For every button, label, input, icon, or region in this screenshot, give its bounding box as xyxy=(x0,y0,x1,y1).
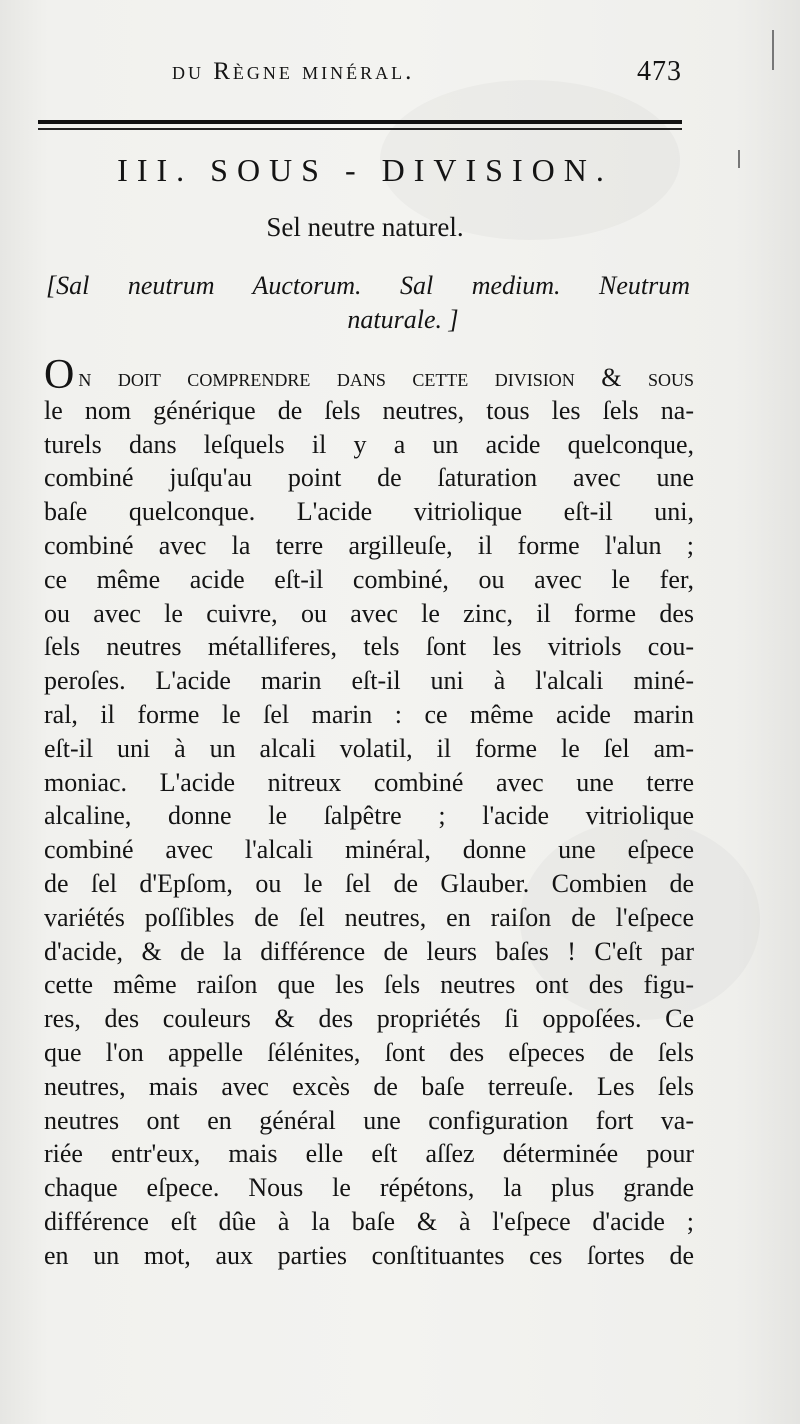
body-line: combiné juſqu'au point de ſaturation avec une xyxy=(44,463,694,493)
drop-cap: O xyxy=(44,352,75,398)
body-line: moniac. L'acide nitreux combiné avec une terre xyxy=(44,767,694,797)
page-edge-mark xyxy=(772,30,774,70)
body-line: neutres, mais avec excès de baſe terreuſe. Les ſels xyxy=(44,1071,694,1101)
body-line: alcaline, donne le ſalpêtre ; l'acide vitriolique xyxy=(44,801,694,831)
body-line: ou avec le cuivre, ou avec le zinc, il forme des xyxy=(44,598,694,628)
body-line: neutres ont en général une configuration fort va- xyxy=(44,1105,694,1135)
body-line: combiné avec la terre argilleuſe, il forme l'alun ; xyxy=(44,530,694,560)
body-line: le nom générique de ſels neutres, tous les ſels na- xyxy=(44,395,694,425)
body-line-first xyxy=(44,352,694,398)
body-line: cette même raiſon que les ſels neutres ont des figu- xyxy=(44,970,694,1000)
first-line-text: n doit comprendre dans cette diviſion & ſous xyxy=(78,363,694,392)
running-title: du Règne minéral. xyxy=(172,58,415,85)
body-line: res, des couleurs & des propriétés ſi oppoſées. Ce xyxy=(44,1004,694,1034)
section-heading: III. SOUS - DIVISION. xyxy=(117,152,613,188)
body-line: baſe quelconque. L'acide vitriolique eſt-il uni, xyxy=(44,497,694,527)
body-line: différence eſt dûe à la baſe & à l'eſpece d'acide ; xyxy=(44,1206,694,1236)
synonyms-line-2: naturale. ] xyxy=(347,304,459,334)
body-line: peroſes. L'acide marin eſt-il uni à l'alcali miné- xyxy=(44,666,694,696)
page-edge-mark xyxy=(738,150,740,168)
body-paragraph xyxy=(44,352,694,1273)
latin-synonyms xyxy=(46,268,690,337)
header-rule-thick xyxy=(38,120,682,124)
body-line: en un mot, aux parties conſtituantes ces ſortes de xyxy=(44,1240,694,1270)
body-line: ral, il forme le ſel marin : ce même acide marin xyxy=(44,699,694,729)
body-line: variétés poſſibles de ſel neutres, en raiſon de l'eſpece xyxy=(44,902,694,932)
page-number: 473 xyxy=(637,56,682,87)
body-line: turels dans leſquels il y a un acide quelconque, xyxy=(44,429,694,459)
body-line: riée entr'eux, mais elle eſt aſſez déterminée pour xyxy=(44,1139,694,1169)
body-line: ce même acide eſt-il combiné, ou avec le fer, xyxy=(44,564,694,594)
section-subtitle: Sel neutre naturel. xyxy=(266,212,464,242)
body-line: d'acide, & de la différence de leurs baſes ! C'eſt par xyxy=(44,936,694,966)
body-line: ſels neutres métalliferes, tels ſont les vitriols cou- xyxy=(44,632,694,662)
running-header xyxy=(40,56,690,96)
body-line: de ſel d'Epſom, ou le ſel de Glauber. Combien de xyxy=(44,868,694,898)
body-line: eſt-il uni à un alcali volatil, il forme le ſel am- xyxy=(44,733,694,763)
body-line: chaque eſpece. Nous le répétons, la plus grande xyxy=(44,1173,694,1203)
body-line: combiné avec l'alcali minéral, donne une eſpece xyxy=(44,835,694,865)
synonyms-line-1: [Sal neutrum Auctorum. Sal medium. Neutrum xyxy=(46,271,690,300)
header-rule-thin xyxy=(38,128,682,130)
body-line: que l'on appelle ſélénites, ſont des eſpeces de ſels xyxy=(44,1037,694,1067)
